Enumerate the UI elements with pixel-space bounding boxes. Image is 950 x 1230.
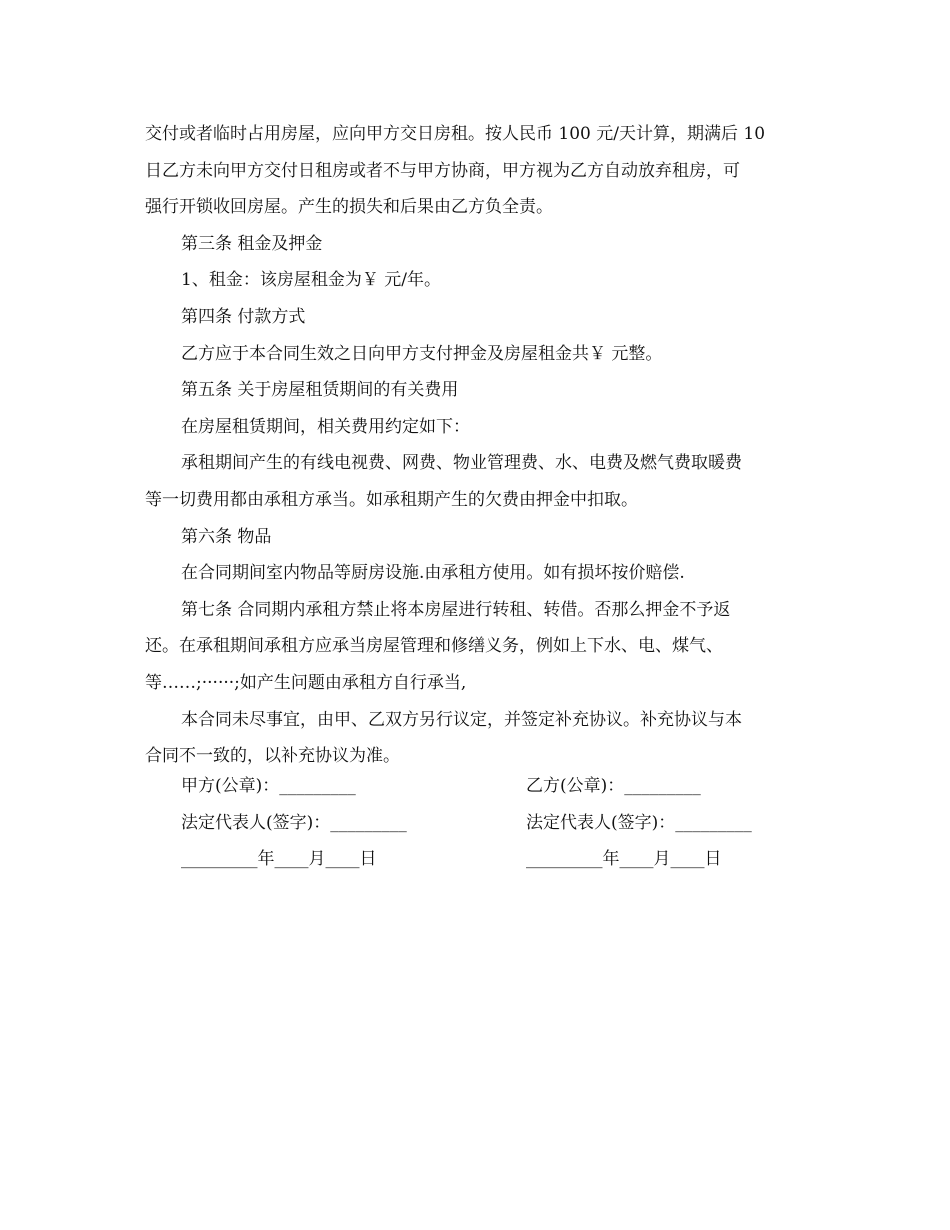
party-a-seal: 甲方(公章)：_________ <box>181 776 356 796</box>
paragraph-line: 第六条 物品 <box>181 526 272 547</box>
paragraph-line: 第七条 合同期内承租方禁止将本房屋进行转租、转借。否那么押金不予返 <box>181 599 731 620</box>
paragraph-line: 在合同期间室内物品等厨房设施.由承租方使用。如有损坏按价赔偿. <box>181 563 685 584</box>
paragraph-line: 等一切费用都由承租方承当。如承租期产生的欠费由押金中扣取。 <box>145 489 638 510</box>
paragraph <box>145 299 810 336</box>
paragraph <box>145 592 810 702</box>
party-b-date: _________年____月____日 <box>526 849 722 870</box>
paragraph-line: 日乙方未向甲方交付日租房或者不与甲方协商，甲方视为乙方自动放弃租房，可 <box>145 160 740 181</box>
paragraph-line: 合同不一致的，以补充协议为准。 <box>145 746 400 767</box>
paragraph <box>145 336 810 373</box>
paragraph-line: 本合同未尽事宜，由甲、乙双方另行议定，并签定补充协议。补充协议与本 <box>181 709 742 730</box>
representative-row <box>181 805 821 842</box>
paragraph-line: 1、租金：该房屋租金为￥ 元/年。 <box>181 270 441 291</box>
paragraph-line: 第三条 租金及押金 <box>181 233 323 254</box>
paragraph <box>145 226 810 263</box>
paragraph <box>145 116 810 226</box>
paragraph <box>145 372 810 409</box>
paragraph-line: 乙方应于本合同生效之日向甲方支付押金及房屋租金共￥ 元整。 <box>181 343 663 364</box>
paragraph-line: 交付或者临时占用房屋，应向甲方交日房租。按人民币 100 元/天计算，期满后 10 <box>145 124 766 144</box>
paragraph-line: 承租期间产生的有线电视费、网费、物业管理费、水、电费及燃气费取暖费 <box>181 453 742 474</box>
paragraph <box>145 445 810 518</box>
paragraph <box>145 519 810 556</box>
paragraph-line: 第五条 关于房屋租赁期间的有关费用 <box>181 380 459 401</box>
paragraph-line: 等……;······;如产生问题由承租方自行承当, <box>145 672 467 693</box>
signature-block <box>181 768 821 878</box>
date-row <box>181 841 821 878</box>
paragraph-line: 强行开锁收回房屋。产生的损失和后果由乙方负全责。 <box>145 197 553 218</box>
contract-body <box>145 116 810 775</box>
paragraph <box>145 555 810 592</box>
paragraph <box>145 702 810 775</box>
paragraph <box>145 262 810 299</box>
seal-row <box>181 768 821 805</box>
paragraph-line: 第四条 付款方式 <box>181 306 306 327</box>
party-a-date: _________年____月____日 <box>181 849 377 870</box>
party-a-representative: 法定代表人(签字)：_________ <box>181 812 407 833</box>
party-b-representative: 法定代表人(签字)：_________ <box>526 812 752 833</box>
paragraph-line: 在房屋租赁期间，相关费用约定如下： <box>181 416 470 437</box>
paragraph <box>145 409 810 446</box>
paragraph-line: 还。在承租期间承租方应承当房屋管理和修缮义务，例如上下水、电、煤气、 <box>145 636 723 657</box>
party-b-seal: 乙方(公章)：_________ <box>526 776 701 796</box>
